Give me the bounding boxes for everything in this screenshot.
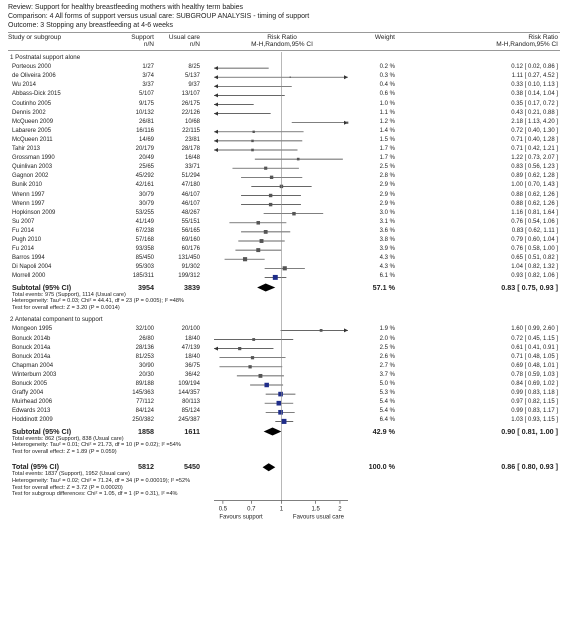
study-weight: 5.3 %	[379, 390, 395, 397]
subtotal-usual: 1611	[184, 426, 200, 436]
usual-events: 245/387	[178, 417, 200, 424]
total-diamond	[263, 463, 276, 471]
support-events: 41/149	[135, 218, 154, 225]
support-events: 25/65	[138, 164, 154, 171]
study-name: Bonuck 2014a	[12, 344, 51, 351]
study-point	[259, 374, 263, 378]
usual-events: 109/194	[178, 381, 200, 387]
study-weight: 1.2 %	[379, 118, 395, 125]
usual-events: 10/68	[184, 118, 200, 125]
study-name: Pugh 2010	[12, 237, 42, 243]
support-events: 77/112	[136, 399, 154, 406]
usual-events: 46/107	[181, 191, 200, 198]
subtotal-support: 1858	[138, 426, 154, 436]
col-usual: Usual care	[168, 34, 200, 41]
subtotal-diamond	[264, 428, 282, 436]
study-name: de Oliveira 2006	[12, 73, 56, 80]
study-ci-text: 0.12 [ 0.02, 0.86 ]	[511, 64, 558, 71]
study-name: McQueen 2009	[12, 118, 54, 125]
support-events: 81/253	[135, 353, 154, 360]
study-point	[297, 158, 300, 161]
support-events: 57/168	[135, 237, 154, 243]
study-ci-text: 0.71 [ 0.48, 1.05 ]	[511, 353, 558, 360]
study-weight: 2.8 %	[379, 173, 395, 180]
study-weight: 2.6 %	[379, 353, 395, 360]
study-name: Wrenn 1997	[12, 200, 45, 207]
study-weight: 2.7 %	[379, 362, 395, 369]
usual-events: 56/165	[181, 227, 200, 234]
study-weight: 1.9 %	[379, 326, 395, 333]
subtotal-usual: 3839	[184, 282, 200, 292]
study-point	[270, 176, 273, 179]
study-name: Grossman 1990	[12, 155, 55, 162]
subgroup-title: 1 Postnatal support alone	[10, 54, 81, 61]
support-events: 42/161	[135, 182, 154, 189]
ci-left-arrow	[214, 66, 218, 70]
study-weight: 2.9 %	[379, 191, 395, 198]
study-weight: 6.4 %	[379, 417, 395, 424]
support-events: 3/37	[142, 82, 154, 89]
study-weight: 3.6 %	[379, 227, 395, 234]
study-name: Bonuck 2005	[12, 381, 48, 387]
support-events: 53/255	[135, 209, 154, 216]
support-events: 84/124	[135, 408, 154, 415]
ci-left-arrow	[214, 93, 218, 97]
usual-events: 131/450	[178, 255, 200, 262]
subtotal-ci-text: 0.90 [ 0.81, 1.00 ]	[501, 426, 558, 436]
usual-events: 48/267	[181, 209, 200, 216]
study-ci-text: 0.71 [ 0.42, 1.21 ]	[511, 146, 558, 152]
favours-usual-care-label: Favours usual care	[292, 514, 344, 521]
support-events: 185/311	[132, 273, 154, 280]
study-point	[251, 356, 254, 359]
total-note: Total events: 1837 (Support), 1952 (Usual care)	[12, 471, 130, 478]
study-ci-text: 0.61 [ 0.41, 0.91 ]	[511, 344, 558, 351]
support-events: 45/292	[135, 173, 154, 180]
study-ci-text: 1.16 [ 0.81, 1.64 ]	[511, 209, 558, 216]
ci-right-arrow	[344, 328, 348, 332]
study-point	[273, 275, 278, 280]
study-weight: 1.0 %	[379, 100, 395, 107]
subgroup-note: Heterogeneity: Tau² = 0.01; Chi² = 21.73, df = 10 (P = 0.02); I² =54%	[12, 442, 181, 449]
usual-events: 51/294	[181, 173, 200, 180]
subtotal-weight: 57.1 %	[372, 282, 395, 292]
study-point	[264, 167, 267, 170]
study-weight: 0.3 %	[379, 73, 395, 80]
study-name: Muirhead 2006	[12, 399, 53, 406]
ci-left-arrow	[214, 148, 218, 152]
total-weight: 100.0 %	[368, 462, 395, 472]
usual-events: 80/113	[182, 399, 200, 406]
col-support-sub: n/N	[143, 41, 154, 48]
subtotal-support: 3954	[138, 282, 154, 292]
study-name: Abbass-Dick 2015	[12, 91, 61, 98]
x-tick-label: 1.5	[311, 506, 320, 513]
study-ci-text: 0.83 [ 0.62, 1.11 ]	[511, 227, 558, 234]
support-events: 30/79	[138, 191, 154, 198]
support-events: 3/74	[142, 73, 154, 80]
usual-events: 26/175	[181, 100, 200, 107]
study-name: Fu 2014	[12, 246, 35, 253]
ci-left-arrow	[214, 75, 218, 79]
col-rr2: Risk Ratio	[528, 34, 558, 41]
study-name: Bonuck 2014b	[12, 335, 51, 342]
study-name: Porteous 2000	[12, 64, 52, 71]
support-events: 26/81	[138, 118, 154, 125]
support-events: 16/116	[136, 127, 154, 134]
study-name: Hopkinson 2009	[12, 209, 56, 216]
study-weight: 3.9 %	[379, 246, 395, 253]
total-usual: 5450	[184, 462, 200, 472]
study-name: Bonuck 2014a	[12, 353, 51, 360]
support-events: 20/179	[135, 146, 154, 152]
total-support: 5812	[138, 462, 154, 472]
total-note: Test for overall effect: Z = 3.72 (P = 0.00020)	[12, 484, 123, 491]
study-weight: 6.1 %	[379, 273, 395, 280]
study-name: McQueen 2011	[12, 136, 53, 143]
study-ci-text: 0.89 [ 0.62, 1.28 ]	[511, 173, 558, 180]
study-ci-text: 0.72 [ 0.45, 1.15 ]	[511, 335, 558, 342]
study-point	[290, 77, 291, 78]
study-point	[277, 401, 282, 406]
study-name: Barros 1994	[12, 255, 45, 262]
col-rr-sub: M-H,Random,95% CI	[251, 41, 313, 48]
study-point	[243, 257, 247, 261]
study-point	[269, 194, 272, 197]
ci-left-arrow	[214, 103, 218, 107]
study-weight: 1.1 %	[379, 109, 395, 116]
usual-events: 22/126	[181, 109, 200, 116]
study-name: Edwards 2013	[12, 408, 51, 415]
review-title: Review: Support for healthy breastfeeding mothers with healthy term babies	[8, 4, 244, 11]
study-point	[278, 392, 283, 397]
subgroup-note: Test for overall effect: Z = 1.89 (P = 0.059)	[12, 448, 117, 455]
study-weight: 3.8 %	[379, 237, 395, 243]
support-events: 10/132	[135, 109, 154, 116]
study-point	[283, 266, 287, 270]
study-name: Quinlivan 2003	[12, 164, 53, 171]
study-ci-text: 2.18 [ 1.13, 4.20 ]	[511, 118, 558, 125]
study-ci-text: 1.60 [ 0.99, 2.60 ]	[511, 326, 558, 333]
study-ci-text: 1.22 [ 0.73, 2.07 ]	[511, 155, 558, 162]
study-ci-text: 0.84 [ 0.69, 1.02 ]	[511, 381, 558, 387]
study-name: Wrenn 1997	[12, 191, 45, 198]
usual-events: 60/176	[181, 246, 200, 253]
usual-events: 22/115	[182, 127, 200, 134]
study-name: Coutinho 2005	[12, 100, 52, 107]
total-note: Test for subgroup differences: Chi² = 1.05, df = 1 (P = 0.31), I² =4%	[12, 491, 178, 498]
usual-events: 47/180	[181, 182, 200, 189]
comparison-title: Comparison: 4 All forms of support versus usual care: SUBGROUP ANALYSIS - timing of support	[8, 13, 310, 20]
col-weight: Weight	[374, 34, 395, 41]
study-name: Fu 2014	[12, 227, 35, 234]
support-events: 9/175	[138, 100, 154, 107]
study-ci-text: 0.88 [ 0.62, 1.26 ]	[511, 200, 558, 207]
usual-events: 55/151	[181, 218, 200, 225]
study-name: Hoddinott 2009	[12, 417, 53, 424]
support-events: 20/30	[138, 371, 154, 378]
usual-events: 46/107	[181, 200, 200, 207]
study-weight: 5.4 %	[379, 408, 395, 415]
usual-events: 144/357	[178, 390, 200, 397]
subgroup-title: 2 Antenatal component to support	[10, 316, 103, 324]
study-ci-text: 1.11 [ 0.27, 4.52 ]	[511, 73, 558, 80]
study-weight: 2.0 %	[379, 335, 395, 342]
study-point	[260, 239, 264, 243]
study-weight: 5.4 %	[379, 399, 395, 406]
total-note: Heterogeneity: Tau² = 0.02; Chi² = 71.24, df = 34 (P = 0.00019); I² =52%	[12, 477, 191, 484]
study-weight: 2.9 %	[379, 182, 395, 189]
usual-events: 18/40	[184, 335, 200, 342]
usual-events: 28/178	[181, 146, 200, 152]
study-ci-text: 0.38 [ 0.14, 1.04 ]	[511, 91, 558, 98]
study-name: Labarere 2005	[12, 127, 52, 134]
support-events: 85/450	[135, 255, 154, 262]
support-events: 67/238	[135, 227, 154, 234]
study-weight: 4.3 %	[379, 255, 395, 262]
study-ci-text: 0.99 [ 0.83, 1.17 ]	[511, 408, 558, 415]
support-events: 32/100	[135, 326, 154, 333]
ci-left-arrow	[214, 347, 218, 351]
usual-events: 69/160	[181, 237, 200, 243]
study-ci-text: 0.65 [ 0.51, 0.82 ]	[511, 255, 558, 262]
outcome-title: Outcome: 3 Stopping any breastfeeding at 4-6 weeks	[8, 22, 173, 29]
col-rr: Risk Ratio	[267, 34, 297, 41]
usual-events: 9/37	[188, 82, 200, 89]
study-weight: 1.7 %	[379, 155, 395, 162]
usual-events: 36/75	[184, 362, 200, 369]
study-weight: 1.5 %	[379, 136, 395, 143]
usual-events: 20/100	[181, 326, 200, 333]
study-weight: 2.9 %	[379, 200, 395, 207]
support-events: 14/69	[138, 136, 154, 143]
usual-events: 23/81	[184, 136, 200, 143]
usual-events: 5/137	[184, 73, 200, 80]
subgroup-note: Heterogeneity: Tau² = 0.03; Chi² = 44.41, df = 23 (P = 0.005); I² =48%	[12, 298, 184, 305]
ci-left-arrow	[214, 139, 218, 143]
study-ci-text: 0.88 [ 0.62, 1.26 ]	[511, 191, 558, 198]
usual-events: 13/107	[181, 91, 200, 98]
ci-left-arrow	[214, 130, 218, 134]
study-weight: 3.1 %	[379, 218, 395, 225]
support-events: 28/136	[135, 344, 154, 351]
study-name: Chapman 2004	[12, 362, 54, 369]
study-ci-text: 0.35 [ 0.17, 0.72 ]	[511, 100, 558, 107]
study-name: Gagnon 2002	[12, 173, 49, 180]
total-ci-text: 0.86 [ 0.80, 0.93 ]	[501, 462, 558, 472]
study-weight: 2.5 %	[379, 344, 395, 351]
study-name: Bunik 2010	[12, 182, 43, 189]
support-events: 26/80	[138, 335, 154, 342]
study-ci-text: 0.71 [ 0.40, 1.28 ]	[511, 136, 558, 143]
study-weight: 1.4 %	[379, 127, 395, 134]
study-point	[253, 131, 255, 133]
study-point	[346, 122, 348, 124]
study-weight: 5.0 %	[379, 381, 395, 387]
study-weight: 4.3 %	[379, 264, 395, 271]
subgroup-note: Total events: 975 (Support), 1114 (Usual care)	[12, 291, 126, 298]
support-events: 1/27	[142, 64, 154, 71]
usual-events: 8/25	[188, 64, 200, 71]
usual-events: 47/139	[181, 344, 200, 351]
study-weight: 2.5 %	[379, 164, 395, 171]
study-point	[278, 410, 283, 415]
usual-events: 16/48	[184, 155, 200, 162]
subtotal-diamond	[257, 284, 275, 292]
study-ci-text: 0.99 [ 0.83, 1.18 ]	[511, 390, 558, 397]
study-point	[248, 365, 251, 368]
usual-events: 18/40	[184, 353, 200, 360]
study-weight: 0.6 %	[379, 91, 395, 98]
study-point	[292, 212, 295, 215]
subtotal-label: Subtotal (95% CI)	[12, 426, 72, 436]
study-point	[269, 203, 272, 206]
study-ci-text: 1.04 [ 0.82, 1.32 ]	[511, 264, 558, 271]
study-name: Graffy 2004	[12, 390, 44, 397]
ci-right-arrow	[344, 75, 348, 79]
study-name: Di Napoli 2004	[12, 264, 52, 271]
support-events: 95/303	[135, 264, 154, 271]
study-ci-text: 0.33 [ 0.10, 1.13 ]	[511, 82, 558, 89]
study-ci-text: 0.76 [ 0.58, 1.00 ]	[511, 246, 558, 253]
study-point	[238, 347, 241, 350]
col-study: Study or subgroup	[8, 34, 62, 41]
favours-support-label: Favours support	[219, 514, 263, 521]
study-ci-text: 0.76 [ 0.54, 1.06 ]	[511, 218, 558, 225]
study-point	[251, 149, 254, 152]
usual-events: 33/71	[184, 164, 200, 171]
study-name: Mongeon 1995	[12, 326, 53, 333]
study-point	[281, 419, 286, 424]
study-ci-text: 0.43 [ 0.21, 0.88 ]	[511, 109, 558, 116]
study-ci-text: 1.00 [ 0.70, 1.43 ]	[511, 182, 558, 189]
support-events: 93/358	[135, 246, 154, 253]
support-events: 5/107	[138, 91, 154, 98]
study-weight: 3.0 %	[379, 209, 395, 216]
study-point	[320, 329, 323, 332]
study-name: Winterburn 2003	[12, 371, 57, 378]
support-events: 145/363	[132, 390, 154, 397]
usual-events: 91/302	[181, 264, 200, 271]
study-point	[256, 248, 260, 252]
study-ci-text: 0.72 [ 0.40, 1.30 ]	[511, 127, 558, 134]
usual-events: 85/124	[181, 408, 200, 415]
subtotal-weight: 42.9 %	[372, 426, 395, 436]
usual-events: 36/42	[184, 371, 200, 378]
ci-left-arrow	[214, 84, 218, 88]
study-ci-text: 0.79 [ 0.60, 1.04 ]	[511, 237, 558, 243]
subgroup-note: Total events: 862 (Support), 838 (Usual care)	[12, 435, 124, 442]
support-events: 30/90	[138, 362, 154, 369]
study-name: Morrell 2000	[12, 273, 46, 280]
x-tick-label: 2	[338, 506, 342, 513]
usual-events: 199/312	[178, 273, 200, 280]
total-label: Total (95% CI)	[12, 462, 59, 472]
study-name: Tahir 2013	[12, 146, 41, 152]
ci-left-arrow	[214, 112, 218, 116]
study-weight: 0.4 %	[379, 82, 395, 89]
x-tick-label: 1	[279, 506, 284, 513]
subtotal-label: Subtotal (95% CI)	[12, 282, 72, 292]
subtotal-ci-text: 0.83 [ 0.75, 0.93 ]	[501, 282, 558, 292]
study-point	[264, 383, 268, 387]
study-point	[264, 230, 268, 234]
study-name: Su 2007	[12, 218, 35, 225]
study-name: Dennis 2002	[12, 109, 46, 116]
study-ci-text: 1.03 [ 0.93, 1.15 ]	[511, 417, 558, 424]
study-ci-text: 0.69 [ 0.48, 1.01 ]	[511, 362, 558, 369]
study-point	[252, 338, 255, 341]
col-usual-sub: n/N	[189, 41, 200, 48]
support-events: 250/382	[132, 417, 154, 424]
col-rr2-sub: M-H,Random,95% CI	[496, 41, 558, 48]
study-ci-text: 0.93 [ 0.82, 1.06 ]	[511, 273, 558, 280]
study-weight: 1.7 %	[379, 146, 395, 152]
study-point	[251, 140, 253, 142]
study-ci-text: 0.97 [ 0.82, 1.15 ]	[511, 399, 558, 406]
study-weight: 0.2 %	[379, 64, 395, 71]
support-events: 30/79	[138, 200, 154, 207]
study-ci-text: 0.78 [ 0.59, 1.03 ]	[511, 371, 558, 378]
col-support: Support	[131, 34, 154, 41]
study-point	[256, 221, 260, 225]
study-name: Wu 2014	[12, 82, 36, 89]
x-tick-label: 0.7	[247, 506, 256, 513]
x-tick-label: 0.5	[218, 506, 228, 513]
support-events: 20/49	[138, 155, 154, 162]
subgroup-note: Test for overall effect: Z = 3.20 (P = 0.0014)	[12, 304, 120, 311]
study-ci-text: 0.83 [ 0.56, 1.23 ]	[511, 164, 558, 171]
support-events: 89/188	[135, 381, 154, 387]
study-weight: 3.7 %	[379, 371, 395, 378]
